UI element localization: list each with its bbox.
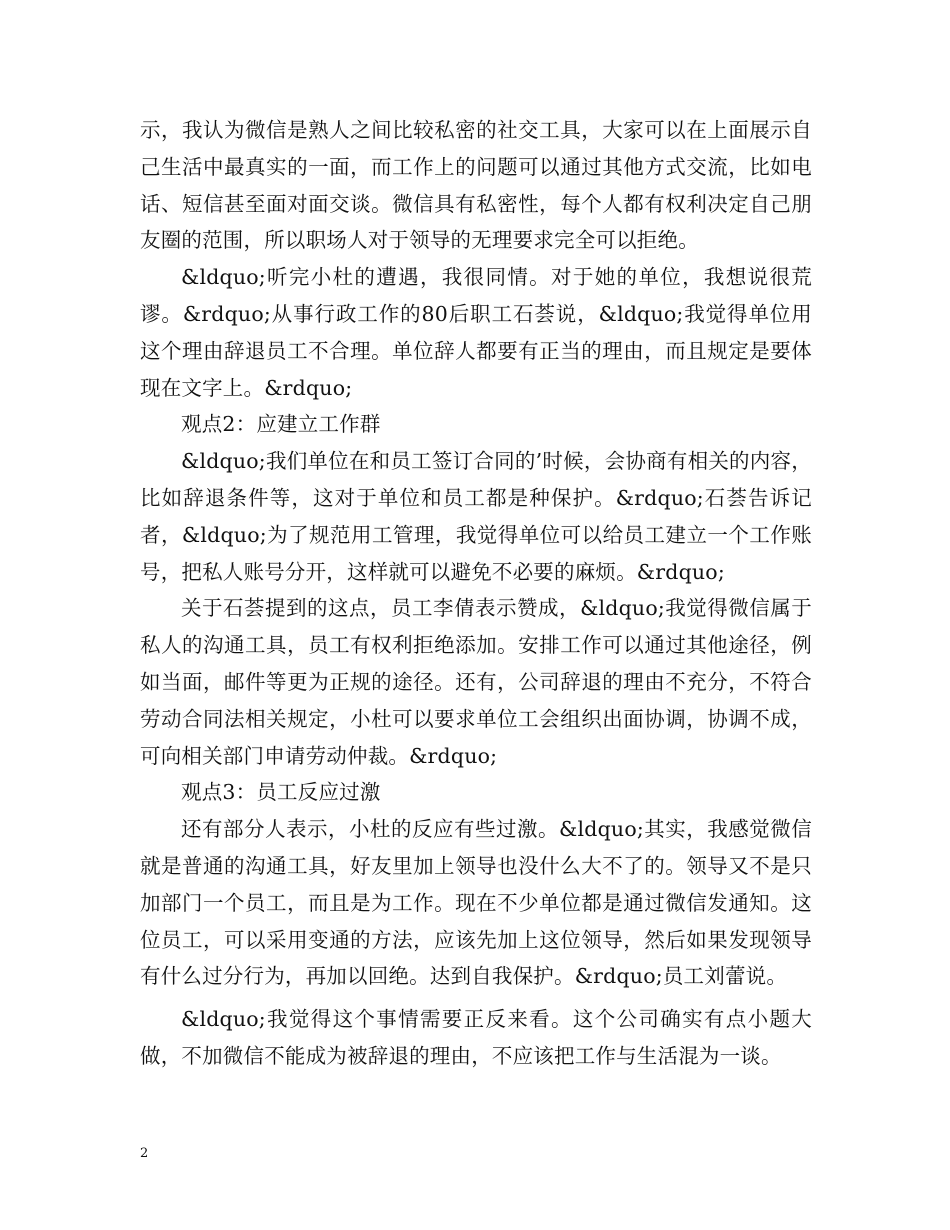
heading-viewpoint-2: 观点2：应建立工作群 (181, 412, 381, 437)
paragraph-work-group: &ldquo;我们单位在和员工签订合同的’时候，会协商有相关的内容，比如辞退条件等，这对于单位和员工都是种保护。&rdquo;石荟告诉记者，&ldquo;为了规范用工管理，我觉得单位可以给员工建立一个工作账号，把私人账号分开，这样就可以避免不必要的麻烦。&rdquo; (140, 449, 812, 584)
paragraph-shi-hui-quote: &ldquo;听完小杜的遭遇，我很同情。对于她的单位，我想说很荒谬。&rdquo;从事行政工作的80后职工石荟说，&ldquo;我觉得单位用这个理由辞退员工不合理。单位辞人都要有正当的理由，而且规定是要体现在文字上。&rdquo; (140, 265, 812, 400)
paragraph-both-sides: &ldquo;我觉得这个事情需要正反来看。这个公司确实有点小题大做，不加微信不能成为被辞退的理由，不应该把工作与生活混为一谈。 (140, 1007, 812, 1068)
paragraph-continuation: 示，我认为微信是熟人之间比较私密的社交工具，大家可以在上面展示自己生活中最真实的一面，而工作上的问题可以通过其他方式交流，比如电话、短信甚至面对面交谈。微信具有私密性，每个人都有权利决定自己朋友圈的范围，所以职场人对于领导的无理要求完全可以拒绝。 (140, 118, 812, 253)
body-text (140, 112, 812, 1075)
paragraph-li-qian: 关于石荟提到的这点，员工李倩表示赞成，&ldquo;我觉得微信属于私人的沟通工具，员工有权利拒绝添加。安排工作可以通过其他途径，例如当面，邮件等更为正规的途径。还有，公司辞退的理由不充分，不符合劳动合同法相关规定，小杜可以要求单位工会组织出面协调，协调不成，可向相关部门申请劳动仲裁。&rdquo; (140, 596, 812, 768)
heading-viewpoint-3: 观点3：员工反应过激 (181, 780, 381, 805)
page-number: 2 (140, 1146, 149, 1161)
paragraph-liu-lei: 还有部分人表示，小杜的反应有些过激。&ldquo;其实，我感觉微信就是普通的沟通工具，好友里加上领导也没什么大不了的。领导又不是只加部门一个员工，而且是为工作。现在不少单位都是通过微信发通知。这位员工，可以采用变通的方法，应该先加上这位领导，然后如果发现领导有什么过分行为，再加以回绝。达到自我保护。&rdquo;员工刘蕾说。 (140, 817, 812, 989)
